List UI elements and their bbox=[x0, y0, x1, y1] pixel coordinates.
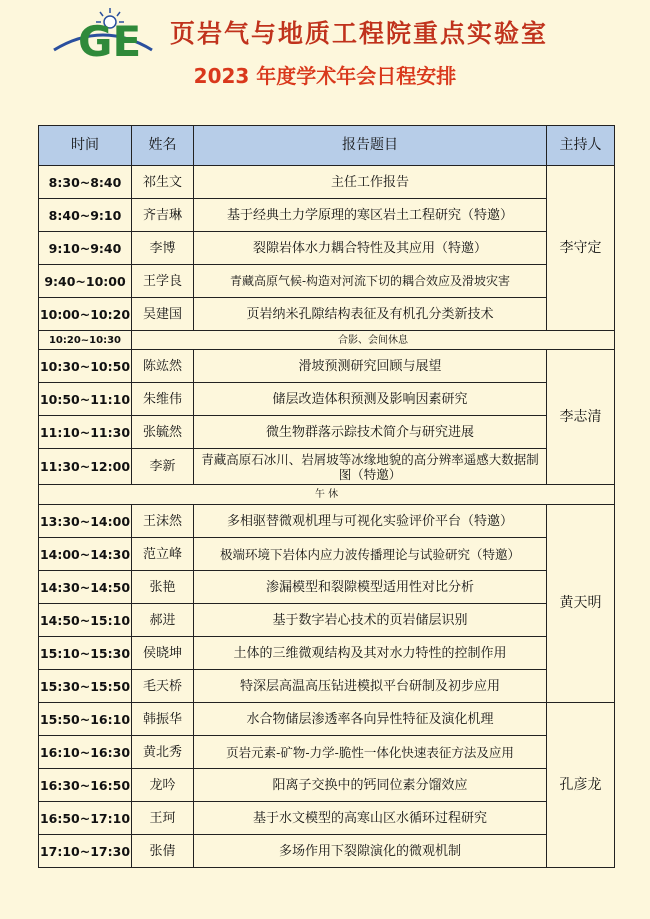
table-row bbox=[39, 383, 615, 416]
title-cell: 特深层高温高压钻进模拟平台研制及初步应用 bbox=[194, 670, 547, 703]
name-cell: 祁生文 bbox=[132, 166, 194, 199]
page-title: 2023 年度学术年会日程安排 bbox=[193, 64, 457, 88]
title-cell: 极端环境下岩体内应力波传播理论与试验研究（特邀） bbox=[194, 538, 547, 571]
name-cell: 郝进 bbox=[132, 604, 194, 637]
time-cell: 14:50~15:10 bbox=[39, 604, 132, 637]
table-row bbox=[39, 199, 615, 232]
time-cell: 11:30~12:00 bbox=[39, 449, 132, 485]
title-cell: 基于数字岩心技术的页岩储层识别 bbox=[194, 604, 547, 637]
title-cell: 多相驱替微观机理与可视化实验评价平台（特邀） bbox=[194, 505, 547, 538]
name-cell: 陈竑然 bbox=[132, 350, 194, 383]
logo-text: GE bbox=[78, 17, 142, 62]
name-cell: 王学良 bbox=[132, 265, 194, 298]
time-cell: 15:10~15:30 bbox=[39, 637, 132, 670]
table-row bbox=[39, 505, 615, 538]
time-cell: 9:10~9:40 bbox=[39, 232, 132, 265]
table-row bbox=[39, 637, 615, 670]
name-cell: 毛天桥 bbox=[132, 670, 194, 703]
table-row bbox=[39, 449, 615, 485]
org-name: 页岩气与地质工程院重点实验室 bbox=[170, 19, 549, 48]
title-cell: 裂隙岩体水力耦合特性及其应用（特邀） bbox=[194, 232, 547, 265]
time-cell: 15:30~15:50 bbox=[39, 670, 132, 703]
name-cell: 李博 bbox=[132, 232, 194, 265]
column-header-title: 报告题目 bbox=[194, 126, 547, 166]
column-header-time: 时间 bbox=[39, 126, 132, 166]
host-cell: 李志清 bbox=[547, 350, 615, 485]
name-cell: 张艳 bbox=[132, 571, 194, 604]
name-cell: 朱维伟 bbox=[132, 383, 194, 416]
column-header-host: 主持人 bbox=[547, 126, 615, 166]
name-cell: 黄北秀 bbox=[132, 736, 194, 769]
table-row bbox=[39, 604, 615, 637]
time-cell: 10:30~10:50 bbox=[39, 350, 132, 383]
name-cell: 张倩 bbox=[132, 835, 194, 868]
host-cell: 李守定 bbox=[547, 166, 615, 331]
title-cell: 页岩纳米孔隙结构表征及有机孔分类新技术 bbox=[194, 298, 547, 331]
title-cell: 基于水文模型的高寒山区水循环过程研究 bbox=[194, 802, 547, 835]
column-header-name: 姓名 bbox=[132, 126, 194, 166]
time-cell: 10:50~11:10 bbox=[39, 383, 132, 416]
time-cell: 8:30~8:40 bbox=[39, 166, 132, 199]
table-row bbox=[39, 350, 615, 383]
ge-logo bbox=[48, 4, 158, 62]
name-cell: 李新 bbox=[132, 449, 194, 485]
table-row bbox=[39, 298, 615, 331]
break-row bbox=[39, 331, 615, 350]
time-cell: 10:00~10:20 bbox=[39, 298, 132, 331]
time-cell: 11:10~11:30 bbox=[39, 416, 132, 449]
time-cell: 14:00~14:30 bbox=[39, 538, 132, 571]
title-cell: 基于经典土力学原理的寒区岩土工程研究（特邀） bbox=[194, 199, 547, 232]
name-cell: 王沫然 bbox=[132, 505, 194, 538]
time-cell: 9:40~10:00 bbox=[39, 265, 132, 298]
name-cell: 龙吟 bbox=[132, 769, 194, 802]
table-row bbox=[39, 538, 615, 571]
title-cell: 滑坡预测研究回顾与展望 bbox=[194, 350, 547, 383]
table-row bbox=[39, 571, 615, 604]
title-cell: 青藏高原石冰川、岩屑坡等冰缘地貌的高分辨率遥感大数据制图（特邀） bbox=[194, 449, 547, 485]
table-row bbox=[39, 769, 615, 802]
name-cell: 张毓然 bbox=[132, 416, 194, 449]
time-cell: 14:30~14:50 bbox=[39, 571, 132, 604]
schedule-table bbox=[38, 125, 615, 868]
time-cell: 17:10~17:30 bbox=[39, 835, 132, 868]
time-cell: 15:50~16:10 bbox=[39, 703, 132, 736]
host-cell: 黄天明 bbox=[547, 505, 615, 703]
name-cell: 齐吉琳 bbox=[132, 199, 194, 232]
table-row bbox=[39, 166, 615, 199]
table-row bbox=[39, 265, 615, 298]
time-cell: 8:40~9:10 bbox=[39, 199, 132, 232]
time-cell: 16:10~16:30 bbox=[39, 736, 132, 769]
title-cell: 主任工作报告 bbox=[194, 166, 547, 199]
table-row bbox=[39, 835, 615, 868]
table-row bbox=[39, 703, 615, 736]
name-cell: 王珂 bbox=[132, 802, 194, 835]
name-cell: 侯晓坤 bbox=[132, 637, 194, 670]
name-cell: 范立峰 bbox=[132, 538, 194, 571]
title-cell: 微生物群落示踪技术简介与研究进展 bbox=[194, 416, 547, 449]
break-time-cell: 10:20~10:30 bbox=[39, 331, 132, 350]
title-cell: 青藏高原气候-构造对河流下切的耦合效应及滑坡灾害 bbox=[194, 265, 547, 298]
time-cell: 13:30~14:00 bbox=[39, 505, 132, 538]
table-header-row bbox=[39, 126, 615, 166]
table-row bbox=[39, 736, 615, 769]
time-cell: 16:50~17:10 bbox=[39, 802, 132, 835]
table-row bbox=[39, 416, 615, 449]
lunch-label-cell: 午 休 bbox=[39, 485, 615, 505]
lunch-row bbox=[39, 485, 615, 505]
host-cell: 孔彦龙 bbox=[547, 703, 615, 868]
title-cell: 水合物储层渗透率各向异性特征及演化机理 bbox=[194, 703, 547, 736]
break-label-cell: 合影、会间休息 bbox=[132, 331, 615, 350]
header bbox=[0, 0, 650, 120]
time-cell: 16:30~16:50 bbox=[39, 769, 132, 802]
name-cell: 吴建国 bbox=[132, 298, 194, 331]
table-row bbox=[39, 670, 615, 703]
title-cell: 土体的三维微观结构及其对水力特性的控制作用 bbox=[194, 637, 547, 670]
table-row bbox=[39, 802, 615, 835]
title-cell: 储层改造体积预测及影响因素研究 bbox=[194, 383, 547, 416]
title-cell: 多场作用下裂隙演化的微观机制 bbox=[194, 835, 547, 868]
table-row bbox=[39, 232, 615, 265]
title-cell: 渗漏模型和裂隙模型适用性对比分析 bbox=[194, 571, 547, 604]
title-cell: 页岩元素-矿物-力学-脆性一体化快速表征方法及应用 bbox=[194, 736, 547, 769]
name-cell: 韩振华 bbox=[132, 703, 194, 736]
title-cell: 阳离子交换中的钙同位素分馏效应 bbox=[194, 769, 547, 802]
